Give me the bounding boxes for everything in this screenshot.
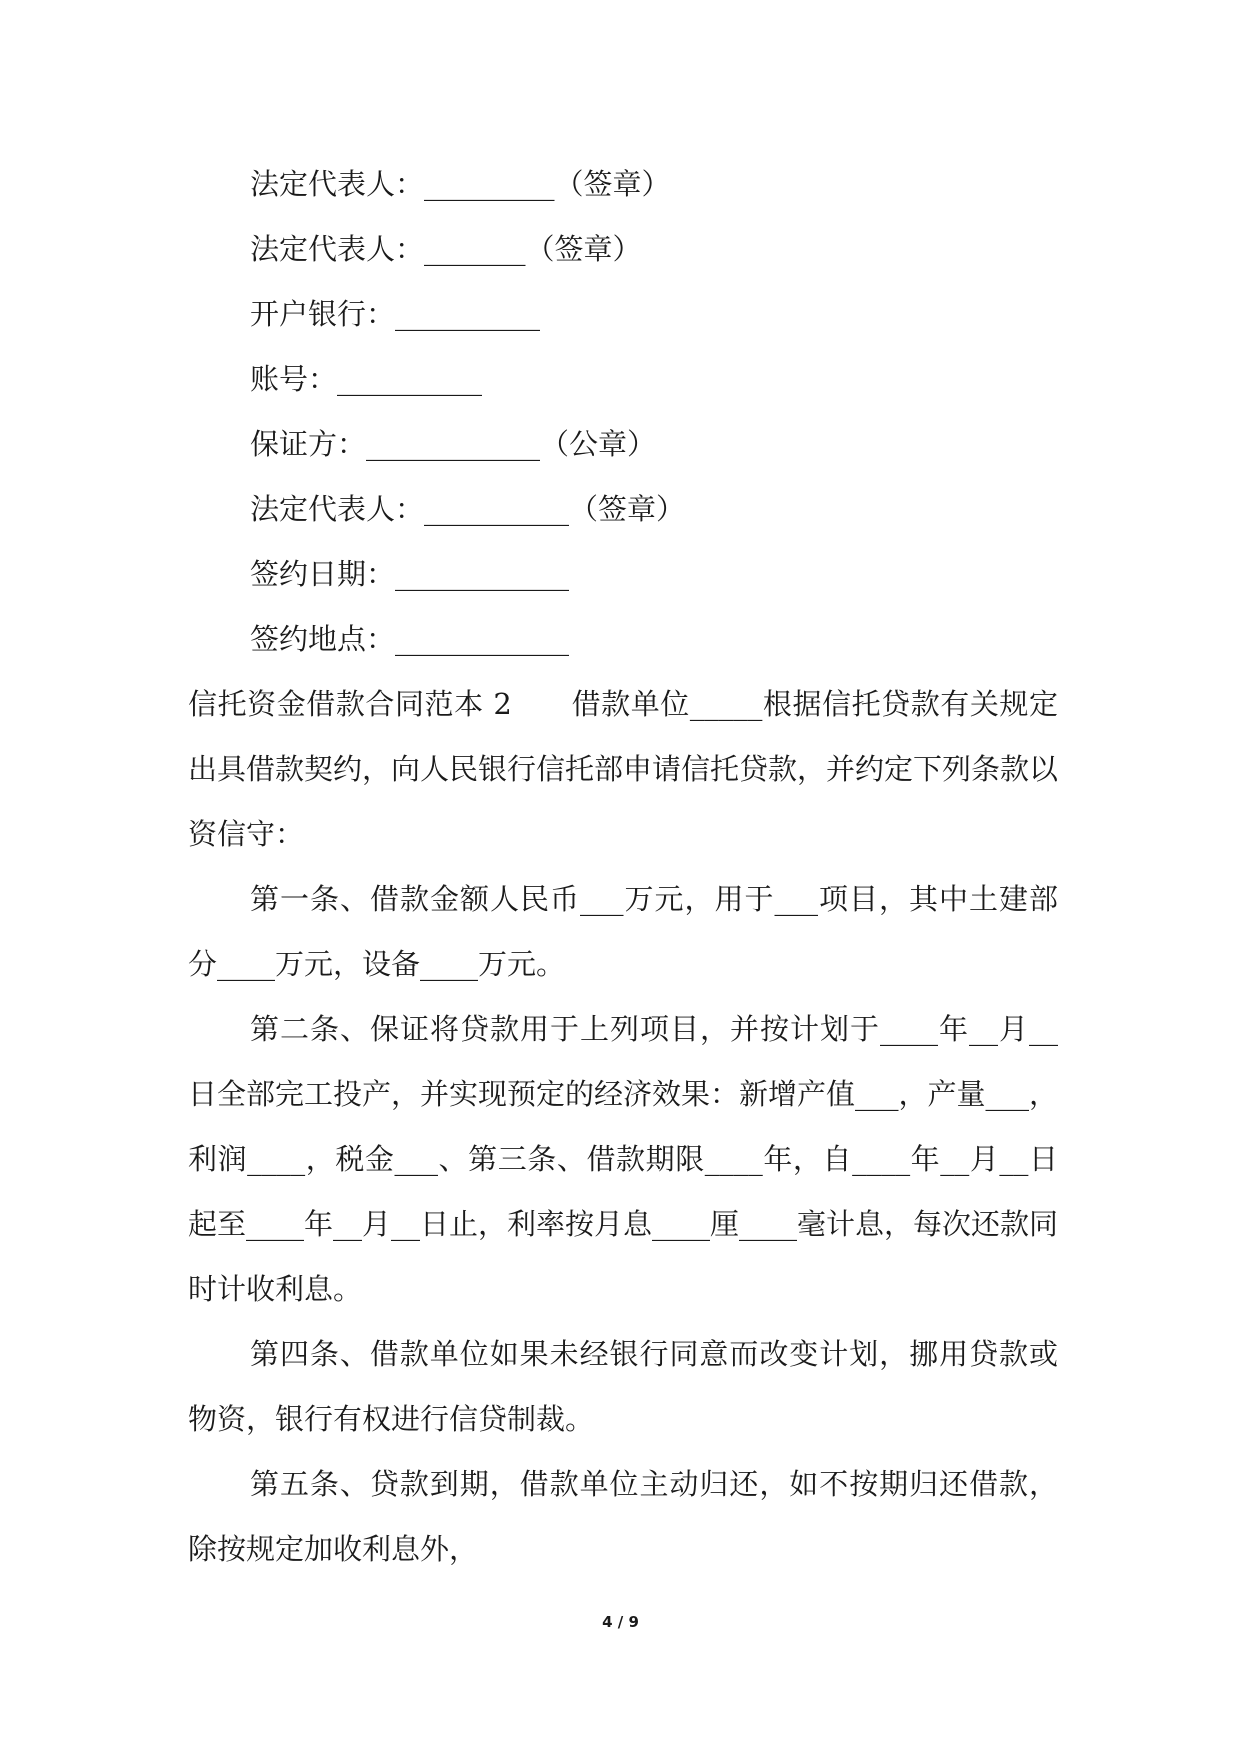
article-2-paragraph: 第二条、保证将贷款用于上列项目，并按计划于____年__月__日全部完工投产，并实现预定的经济效果：新增产值___，产量___，利润____，税金___、第三条、借款期限____年，自____年__月__日起至____年__月__日止，利率按月息____厘____毫计息，每次还款同时计收利息。 — [188, 1012, 1059, 1306]
signature-line-bank: 开户银行：__________ — [250, 297, 541, 331]
article-1-paragraph: 第一条、借款金额人民币___万元，用于___项目，其中土建部分____万元，设备____万元。 — [188, 882, 1058, 981]
signature-line-legal-rep-2: 法定代表人：_______（签章） — [250, 232, 642, 266]
document-body — [188, 152, 1058, 1582]
page-number: 4 / 9 — [602, 1613, 639, 1631]
signature-line-legal-rep-3: 法定代表人：__________（签章） — [250, 492, 686, 526]
signature-line-account: 账号：__________ — [250, 362, 483, 396]
signature-line-date: 签约日期：____________ — [250, 557, 570, 591]
article-4-paragraph: 第四条、借款单位如果未经银行同意而改变计划，挪用贷款或物资，银行有权进行信贷制裁。 — [188, 1337, 1058, 1436]
signature-line-guarantor: 保证方：____________（公章） — [250, 427, 657, 461]
contract-intro-paragraph: 信托资金借款合同范本 2 借款单位_____根据信托贷款有关规定出具借款契约，向人民银行信托部申请信托贷款，并约定下列条款以资信守： — [188, 687, 1059, 851]
article-5-paragraph: 第五条、贷款到期，借款单位主动归还，如不按期归还借款，除按规定加收利息外， — [188, 1467, 1058, 1566]
signature-line-legal-rep-1: 法定代表人：_________（签章） — [250, 167, 671, 201]
signature-line-place: 签约地点：____________ — [250, 622, 570, 656]
